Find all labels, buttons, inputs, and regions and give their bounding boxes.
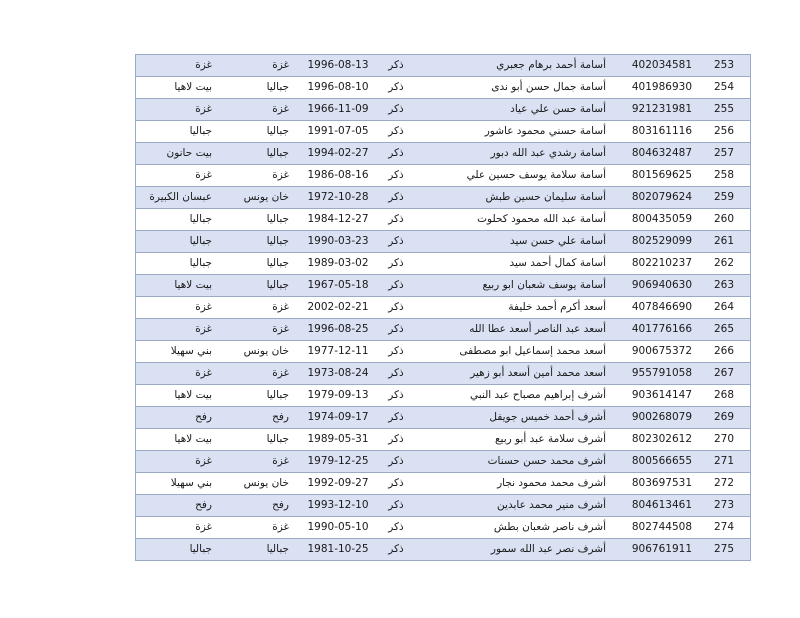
row-number-cell: 253 [713, 59, 735, 71]
table-row [136, 230, 750, 252]
governorate-cell: جباليا [266, 147, 289, 159]
birth-date-cell: 1979-09-13 [307, 389, 369, 401]
row-number-cell: 262 [713, 257, 735, 269]
full-name-cell: أسامة سلامة يوسف حسين علي [466, 169, 606, 181]
gender-cell: ذكر [388, 169, 404, 181]
gender-cell: ذكر [388, 367, 404, 379]
table-row [136, 362, 750, 384]
full-name-cell: أسامة عبد الله محمود كحلوت [477, 213, 606, 225]
gender-cell: ذكر [388, 257, 404, 269]
residence-cell: غزة [195, 323, 212, 335]
table-row [136, 340, 750, 362]
gender-cell: ذكر [388, 411, 404, 423]
birth-date-cell: 1984-12-27 [307, 213, 369, 225]
full-name-cell: أسامة رشدي عبد الله دبور [490, 147, 606, 159]
residence-cell: جباليا [189, 213, 212, 225]
birth-date-cell: 1996-08-13 [307, 59, 369, 71]
table-row [136, 208, 750, 230]
row-number-cell: 264 [713, 301, 735, 313]
id-number-cell: 802079624 [631, 191, 692, 203]
gender-cell: ذكر [388, 323, 404, 335]
gender-cell: ذكر [388, 81, 404, 93]
full-name-cell: أشرف نصر عبد الله سمور [490, 543, 606, 555]
full-name-cell: أسعد أكرم أحمد خليفة [508, 301, 606, 313]
gender-cell: ذكر [388, 345, 404, 357]
id-number-cell: 804632487 [631, 147, 692, 159]
full-name-cell: أسامة جمال حسن أبو ندى [491, 81, 606, 93]
residence-cell: جباليا [189, 543, 212, 555]
table-row [136, 54, 750, 76]
full-name-cell: أشرف سلامة عبد أبو ربيع [494, 433, 606, 445]
governorate-cell: جباليا [266, 235, 289, 247]
row-number-cell: 270 [713, 433, 735, 445]
full-name-cell: أسعد محمد إسماعيل ابو مصطفى [459, 345, 606, 357]
gender-cell: ذكر [388, 147, 404, 159]
residence-cell: بيت لاهيا [174, 279, 212, 291]
governorate-cell: رفح [272, 499, 289, 511]
table-row [136, 516, 750, 538]
residence-cell: جباليا [189, 257, 212, 269]
table-row [136, 76, 750, 98]
birth-date-cell: 1989-03-02 [307, 257, 369, 269]
gender-cell: ذكر [388, 521, 404, 533]
gender-cell: ذكر [388, 389, 404, 401]
row-number-cell: 259 [713, 191, 735, 203]
full-name-cell: أسعد محمد أمين أسعد أبو زهير [470, 367, 606, 379]
gender-cell: ذكر [388, 279, 404, 291]
birth-date-cell: 1977-12-11 [307, 345, 369, 357]
residence-cell: بيت لاهيا [174, 389, 212, 401]
table-row [136, 186, 750, 208]
row-number-cell: 266 [713, 345, 735, 357]
residence-cell: غزة [195, 455, 212, 467]
birth-date-cell: 1972-10-28 [307, 191, 369, 203]
table-row [136, 252, 750, 274]
row-number-cell: 260 [713, 213, 735, 225]
id-number-cell: 407846690 [631, 301, 692, 313]
table-row [136, 406, 750, 428]
birth-date-cell: 1979-12-25 [307, 455, 369, 467]
table-row [136, 450, 750, 472]
row-number-cell: 273 [713, 499, 735, 511]
full-name-cell: أشرف محمد حسن حسنات [487, 455, 606, 467]
table-row [136, 384, 750, 406]
id-number-cell: 955791058 [631, 367, 692, 379]
gender-cell: ذكر [388, 433, 404, 445]
id-number-cell: 906761911 [631, 543, 692, 555]
table-row [136, 494, 750, 516]
table-row [136, 472, 750, 494]
full-name-cell: أسامة يوسف شعبان ابو ربيع [482, 279, 606, 291]
governorate-cell: جباليا [266, 81, 289, 93]
full-name-cell: أسامة كمال أحمد سيد [509, 257, 606, 269]
gender-cell: ذكر [388, 125, 404, 137]
full-name-cell: أسامة علي حسن سيد [509, 235, 606, 247]
governorate-cell: غزة [272, 301, 289, 313]
table-row [136, 318, 750, 340]
id-number-cell: 803697531 [631, 477, 692, 489]
birth-date-cell: 1966-11-09 [307, 103, 369, 115]
row-number-cell: 275 [713, 543, 735, 555]
row-number-cell: 271 [713, 455, 735, 467]
residence-cell: بيت حانون [166, 147, 212, 159]
governorate-cell: غزة [272, 59, 289, 71]
row-number-cell: 257 [713, 147, 735, 159]
residence-cell: غزة [195, 59, 212, 71]
residence-cell: غزة [195, 521, 212, 533]
full-name-cell: أشرف ناصر شعبان بطش [493, 521, 606, 533]
gender-cell: ذكر [388, 455, 404, 467]
row-number-cell: 268 [713, 389, 735, 401]
governorate-cell: جباليا [266, 125, 289, 137]
id-number-cell: 802529099 [631, 235, 692, 247]
table-row [136, 98, 750, 120]
full-name-cell: أسعد عبد الناصر أسعد عطا الله [469, 323, 606, 335]
residence-cell: بيت لاهيا [174, 81, 212, 93]
row-number-cell: 272 [713, 477, 735, 489]
id-number-cell: 401776166 [631, 323, 692, 335]
gender-cell: ذكر [388, 301, 404, 313]
birth-date-cell: 1989-05-31 [307, 433, 369, 445]
governorate-cell: خان يونس [243, 477, 289, 489]
full-name-cell: أسامة حسني محمود عاشور [484, 125, 606, 137]
birth-date-cell: 1994-02-27 [307, 147, 369, 159]
governorate-cell: رفح [272, 411, 289, 423]
row-number-cell: 267 [713, 367, 735, 379]
residence-cell: عبسان الكبيرة [149, 191, 212, 203]
residence-cell: جباليا [189, 235, 212, 247]
gender-cell: ذكر [388, 499, 404, 511]
birth-date-cell: 1974-09-17 [307, 411, 369, 423]
id-number-cell: 802744508 [631, 521, 692, 533]
table-row [136, 274, 750, 296]
full-name-cell: أسامة أحمد برهام جعبري [496, 59, 606, 71]
birth-date-cell: 1993-12-10 [307, 499, 369, 511]
table-row [136, 120, 750, 142]
row-number-cell: 269 [713, 411, 735, 423]
table-row [136, 164, 750, 186]
residence-cell: غزة [195, 301, 212, 313]
id-number-cell: 900675372 [631, 345, 692, 357]
governorate-cell: غزة [272, 521, 289, 533]
id-number-cell: 900268079 [631, 411, 692, 423]
residence-cell: جباليا [189, 125, 212, 137]
row-number-cell: 258 [713, 169, 735, 181]
residence-cell: بني سهيلا [170, 477, 212, 489]
governorate-cell: جباليا [266, 389, 289, 401]
row-number-cell: 261 [713, 235, 735, 247]
residence-cell: بيت لاهيا [174, 433, 212, 445]
governorate-cell: خان يونس [243, 191, 289, 203]
id-number-cell: 802302612 [631, 433, 692, 445]
residence-cell: غزة [195, 103, 212, 115]
table-row [136, 296, 750, 318]
row-number-cell: 263 [713, 279, 735, 291]
governorate-cell: غزة [272, 323, 289, 335]
residence-cell: بني سهيلا [170, 345, 212, 357]
birth-date-cell: 1996-08-10 [307, 81, 369, 93]
birth-date-cell: 1990-05-10 [307, 521, 369, 533]
row-number-cell: 265 [713, 323, 735, 335]
full-name-cell: أشرف منير محمد عابدين [497, 499, 606, 511]
id-number-cell: 802210237 [631, 257, 692, 269]
residence-cell: غزة [195, 367, 212, 379]
gender-cell: ذكر [388, 191, 404, 203]
row-number-cell: 254 [713, 81, 735, 93]
gender-cell: ذكر [388, 59, 404, 71]
records-table [135, 54, 751, 561]
full-name-cell: أشرف أحمد خميس جويفل [489, 411, 606, 423]
birth-date-cell: 1967-05-18 [307, 279, 369, 291]
birth-date-cell: 1973-08-24 [307, 367, 369, 379]
gender-cell: ذكر [388, 213, 404, 225]
birth-date-cell: 1986-08-16 [307, 169, 369, 181]
governorate-cell: خان يونس [243, 345, 289, 357]
row-number-cell: 256 [713, 125, 735, 137]
governorate-cell: غزة [272, 367, 289, 379]
row-number-cell: 274 [713, 521, 735, 533]
full-name-cell: أسامة سليمان حسين طبش [485, 191, 606, 203]
table-row [136, 428, 750, 450]
governorate-cell: غزة [272, 169, 289, 181]
gender-cell: ذكر [388, 543, 404, 555]
residence-cell: رفح [195, 411, 212, 423]
birth-date-cell: 1992-09-27 [307, 477, 369, 489]
residence-cell: غزة [195, 169, 212, 181]
id-number-cell: 800435059 [631, 213, 692, 225]
governorate-cell: جباليا [266, 433, 289, 445]
birth-date-cell: 1996-08-25 [307, 323, 369, 335]
id-number-cell: 906940630 [631, 279, 692, 291]
id-number-cell: 803161116 [631, 125, 692, 137]
id-number-cell: 903614147 [631, 389, 692, 401]
id-number-cell: 402034581 [631, 59, 692, 71]
governorate-cell: غزة [272, 455, 289, 467]
table-row [136, 538, 750, 561]
governorate-cell: جباليا [266, 213, 289, 225]
table-row [136, 142, 750, 164]
birth-date-cell: 1990-03-23 [307, 235, 369, 247]
full-name-cell: أسامة حسن علي عياد [510, 103, 606, 115]
gender-cell: ذكر [388, 235, 404, 247]
id-number-cell: 401986930 [631, 81, 692, 93]
full-name-cell: أشرف محمد محمود نجار [497, 477, 606, 489]
residence-cell: رفح [195, 499, 212, 511]
id-number-cell: 921231981 [631, 103, 692, 115]
governorate-cell: جباليا [266, 543, 289, 555]
id-number-cell: 801569625 [631, 169, 692, 181]
governorate-cell: غزة [272, 103, 289, 115]
birth-date-cell: 2002-02-21 [307, 301, 369, 313]
birth-date-cell: 1981-10-25 [307, 543, 369, 555]
governorate-cell: جباليا [266, 257, 289, 269]
gender-cell: ذكر [388, 103, 404, 115]
row-number-cell: 255 [713, 103, 735, 115]
full-name-cell: أشرف إبراهيم مصباح عبد النبي [469, 389, 606, 401]
id-number-cell: 800566655 [631, 455, 692, 467]
id-number-cell: 804613461 [631, 499, 692, 511]
birth-date-cell: 1991-07-05 [307, 125, 369, 137]
gender-cell: ذكر [388, 477, 404, 489]
governorate-cell: جباليا [266, 279, 289, 291]
